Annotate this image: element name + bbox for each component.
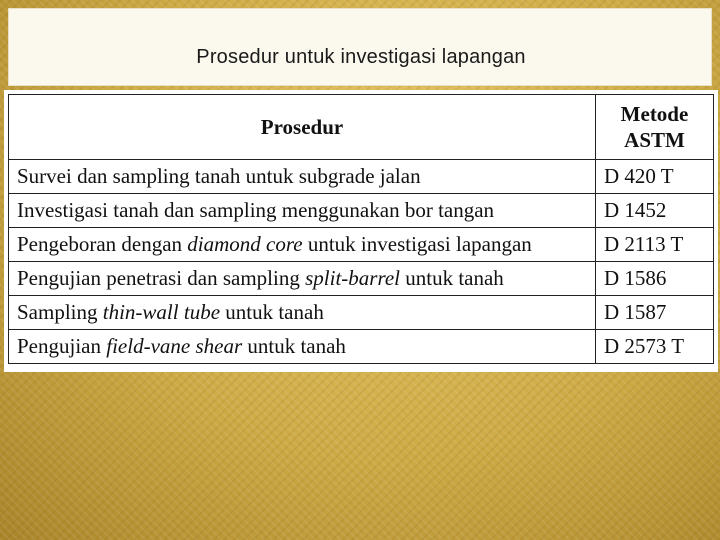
procedure-cell (9, 330, 596, 364)
method-cell: D 2113 T (596, 228, 714, 262)
title-band (8, 8, 712, 86)
table-row (9, 330, 714, 364)
procedure-text: Sampling (17, 300, 103, 324)
procedure-text: Survei dan sampling tanah untuk subgrade jalan (17, 164, 421, 188)
header-procedure: Prosedur (9, 95, 596, 160)
procedure-term-italic: diamond core (187, 232, 303, 256)
procedure-text: untuk tanah (220, 300, 324, 324)
table-row (9, 296, 714, 330)
procedure-text: untuk tanah (242, 334, 346, 358)
method-cell: D 1586 (596, 262, 714, 296)
table-row (9, 194, 714, 228)
header-method-line1: Metode (620, 102, 689, 126)
header-method-line2: ASTM (624, 128, 685, 152)
procedure-term-italic: field-vane shear (106, 334, 243, 358)
table-row (9, 262, 714, 296)
method-cell: D 1452 (596, 194, 714, 228)
procedure-term-italic: split-barrel (305, 266, 400, 290)
procedure-cell (9, 194, 596, 228)
procedure-cell (9, 160, 596, 194)
table-header-row (9, 95, 714, 160)
table-body (9, 160, 714, 364)
procedure-text: untuk tanah (400, 266, 504, 290)
procedure-text: Pengujian penetrasi dan sampling (17, 266, 306, 290)
procedure-term-italic: thin-wall tube (102, 300, 221, 324)
astm-table-container (4, 90, 718, 372)
method-cell: D 1587 (596, 296, 714, 330)
procedure-cell (9, 296, 596, 330)
method-cell: D 420 T (596, 160, 714, 194)
procedure-text: Pengeboran dengan (17, 232, 188, 256)
astm-procedure-table (8, 94, 714, 364)
procedure-cell (9, 262, 596, 296)
table-row (9, 160, 714, 194)
slide-title: Prosedur untuk investigasi lapangan (196, 46, 526, 68)
table-row (9, 228, 714, 262)
header-method (596, 95, 714, 160)
procedure-cell (9, 228, 596, 262)
procedure-text: untuk investigasi lapangan (302, 232, 532, 256)
procedure-text: Pengujian (17, 334, 107, 358)
method-cell: D 2573 T (596, 330, 714, 364)
procedure-text: Investigasi tanah dan sampling menggunakan bor tangan (17, 198, 495, 222)
